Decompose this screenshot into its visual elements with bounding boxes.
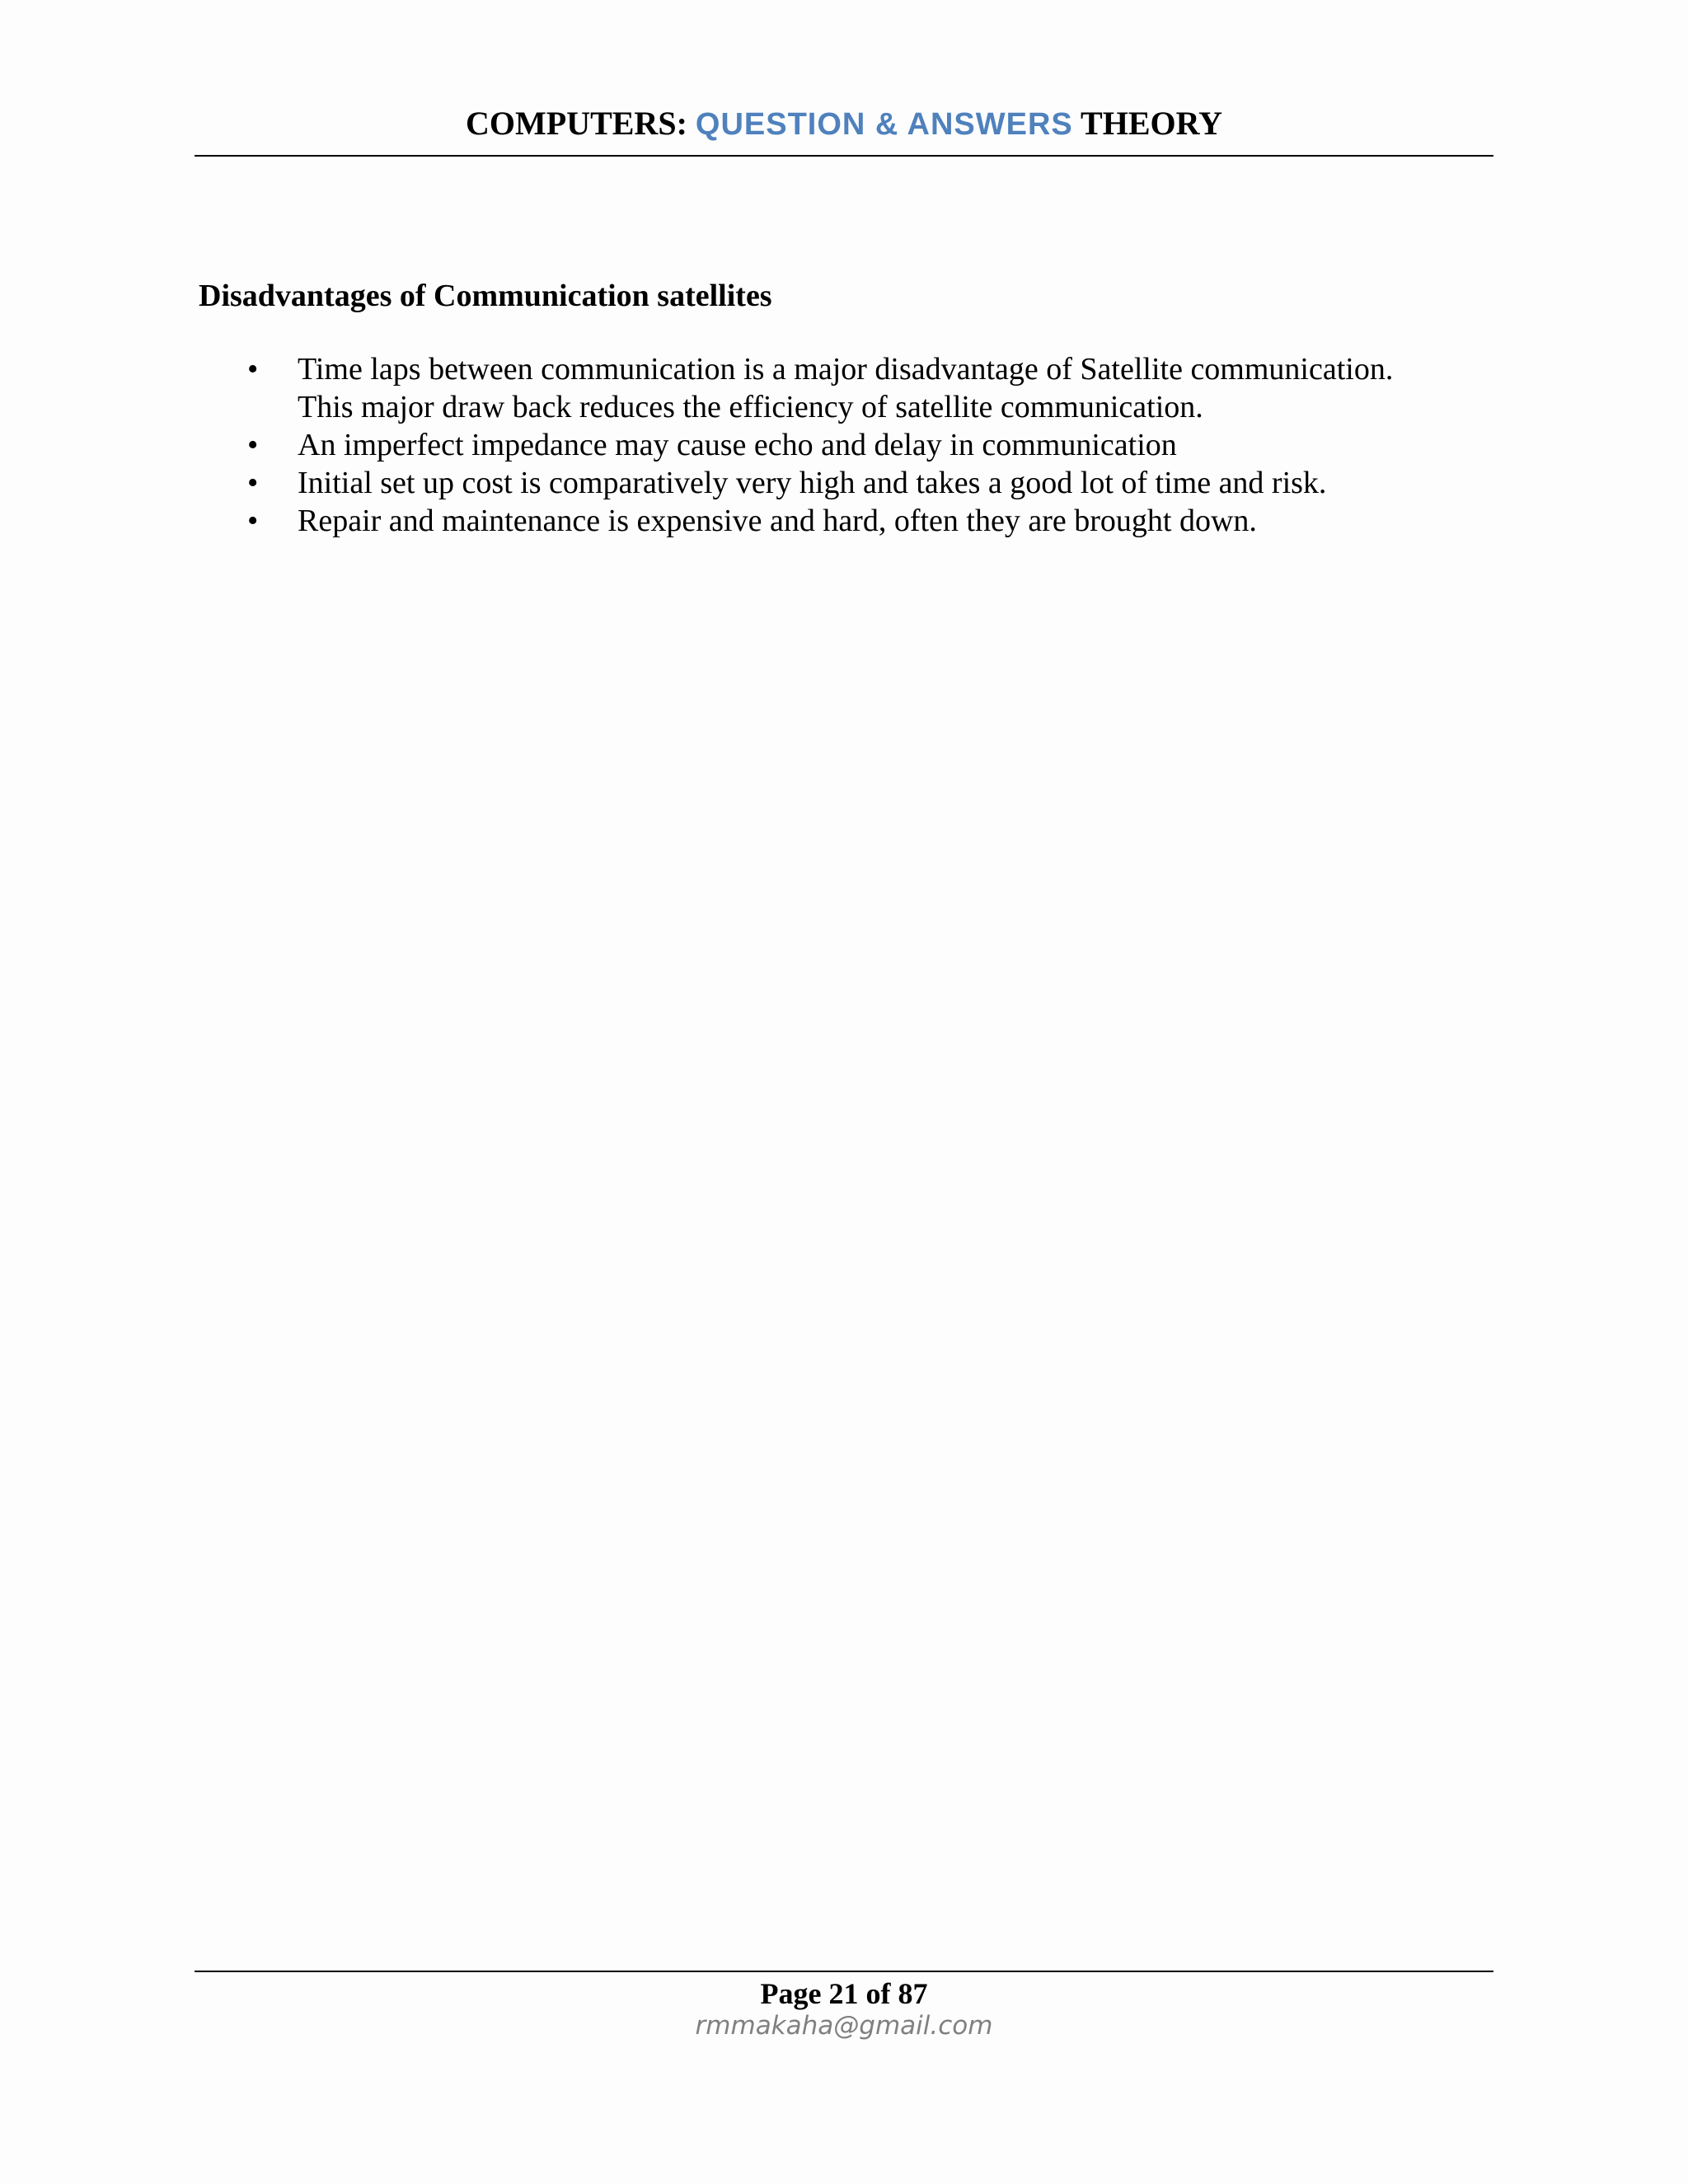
- list-item-text-continued: This major draw back reduces the efficiency of satellite communication.: [298, 390, 1203, 424]
- bullet-icon: •: [247, 352, 259, 387]
- list-item-text: An imperfect impedance may cause echo and delay in communication: [298, 428, 1177, 462]
- bullet-icon: •: [247, 504, 259, 538]
- bullet-icon: •: [247, 428, 259, 462]
- page-number: Page 21 of 87: [760, 1977, 928, 2010]
- header-title-computers: COMPUTERS: [466, 105, 677, 142]
- list-item-text: Initial set up cost is comparatively very high and takes a good lot of time and risk.: [298, 466, 1327, 500]
- footer-divider: [195, 1971, 1493, 1972]
- header-title-accent: QUESTION & ANSWERS: [695, 107, 1073, 142]
- list-item: [247, 350, 1484, 426]
- header-divider: [195, 155, 1493, 157]
- header-colon: :: [676, 105, 696, 142]
- header-title-theory: THEORY: [1072, 105, 1222, 142]
- list-item-text: Time laps between communication is a major disadvantage of Satellite communication.: [298, 352, 1394, 387]
- bullet-icon: •: [247, 466, 259, 500]
- page-header: [195, 101, 1493, 148]
- section-heading: Disadvantages of Communication satellites: [199, 279, 772, 313]
- list-item: [247, 426, 1484, 464]
- list-item-text: Repair and maintenance is expensive and hard, often they are brought down.: [298, 504, 1257, 538]
- bullet-list: [247, 350, 1484, 540]
- footer-email: rmmakaha@gmail.com: [695, 2011, 993, 2041]
- list-item: [247, 502, 1484, 540]
- list-item: [247, 464, 1484, 502]
